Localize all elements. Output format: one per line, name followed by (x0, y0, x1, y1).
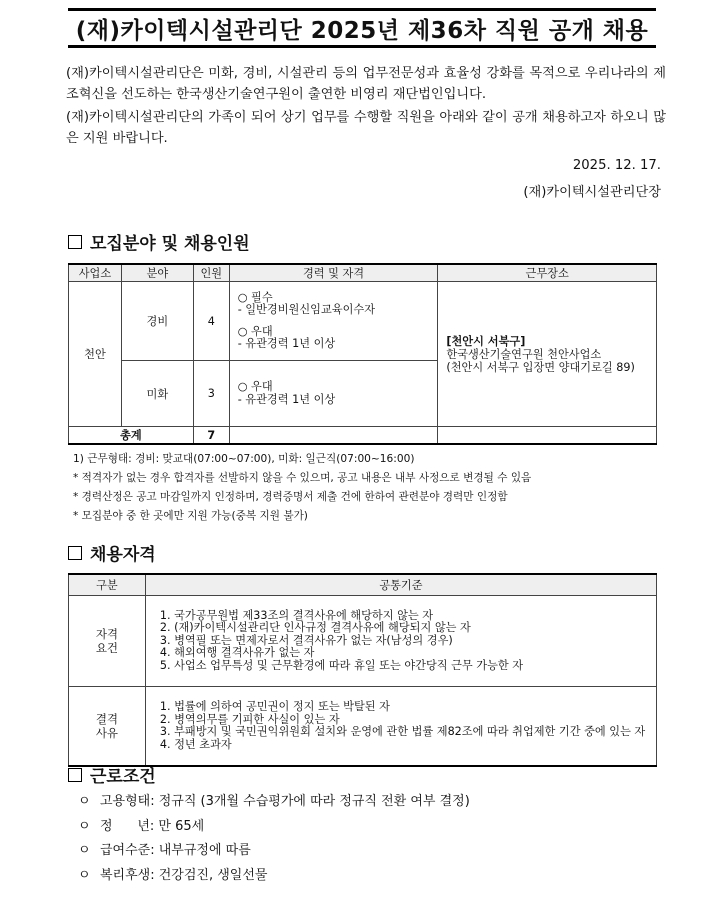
header-site: 사업소 (69, 264, 122, 282)
table-header-row (69, 264, 657, 282)
location-cell: [천안시 서북구] 한국생산기술연구원 천안사업소 (천안시 서북구 입장면 양대기로길 89) (438, 282, 657, 427)
total-row (69, 427, 657, 445)
square-icon (68, 768, 82, 782)
qualification-cell: ○ 필수 - 일반경비원신임교육이수자 ○ 우대 - 유관경력 1년 이상 (229, 282, 438, 361)
list-item: ㅇ 복리후생: 건강검진, 생일선물 (78, 867, 268, 883)
qualification-table (68, 573, 657, 767)
table-row (69, 687, 657, 767)
header-category: 구분 (69, 574, 146, 596)
square-icon (68, 546, 82, 560)
list-item: ㅇ 급여수준: 내부규정에 따름 (78, 843, 251, 858)
header-common-criteria: 공통기준 (145, 574, 656, 596)
category-cell: 자격 요건 (69, 596, 146, 687)
org-signature: (재)카이텍시설관리단장 (523, 185, 661, 200)
list-item: ㅇ 고용형태: 정규직 (3개월 수습평가에 따라 정규직 전환 여부 결정) (78, 794, 470, 809)
category-cell: 결격 사유 (69, 687, 146, 767)
intro-paragraph-1: (재)카이텍시설관리단은 미화, 경비, 시설관리 등의 업무전문성과 효율성 강화를 목적으로 우리나라의 제조혁신을 선도하는 한국생산기술연구원이 출연한 비영리 재단법인입니다. (66, 66, 666, 102)
working-conditions-list (78, 790, 470, 888)
total-count: 7 (193, 427, 229, 445)
table-row (69, 596, 657, 687)
square-icon (68, 235, 82, 249)
qualification-cell: ○ 우대 - 유관경력 1년 이상 (229, 361, 438, 427)
header-field: 분야 (121, 264, 193, 282)
total-label: 총계 (69, 427, 194, 445)
header-qualification: 경력 및 자격 (229, 264, 438, 282)
title-box (68, 8, 656, 48)
field-cell: 경비 (121, 282, 193, 361)
header-location: 근무장소 (438, 264, 657, 282)
section-working-conditions-heading: 근로조건 (68, 762, 156, 787)
table-row (69, 282, 657, 361)
announcement-date: 2025. 12. 17. (572, 158, 661, 173)
recruitment-table (68, 263, 657, 445)
recruitment-notes: 1) 근무형태: 경비: 맞교대(07:00~07:00), 미화: 일근직(07:00~16:00) * 적격자가 없는 경우 합격자를 선발하지 않을 수 있으며, 공고 내용은 내부 사정으로 변경될 수 있음 * 경력산정은 공고 마감일까지 인정하며, 경력증명서 제출 건에 한하여 관련분야 경력만 인정함 * 모집분야 중 한 곳에만 지원 가능(중복 지원 불가) (73, 453, 532, 522)
list-item: ㅇ 정 년: 만 65세 (78, 818, 205, 834)
field-cell: 미화 (121, 361, 193, 427)
intro-paragraph-2: (재)카이텍시설관리단의 가족이 되어 상기 업무를 수행할 직원을 아래와 같이 공개 채용하고자 하오니 많은 지원 바랍니다. (66, 110, 666, 146)
site-cell: 천안 (69, 282, 122, 427)
criteria-cell: 1. 법률에 의하여 공민권이 정지 또는 박탈된 자 2. 병역의무를 기피한 사실이 있는 자 3. 부패방지 및 국민권익위원회 설치와 운영에 관한 법률 제82조에 따라 취업제한 기간 중에 있는 자 4. 정년 초과자 (145, 687, 656, 767)
page-title: (재)카이텍시설관리단 2025년 제36차 직원 공개 채용 (75, 17, 649, 44)
table-header-row (69, 574, 657, 596)
count-cell: 3 (193, 361, 229, 427)
section-recruitment-heading: 모집분야 및 채용인원 (68, 229, 250, 254)
count-cell: 4 (193, 282, 229, 361)
section-qualification-heading: 채용자격 (68, 540, 156, 565)
criteria-cell: 1. 국가공무원법 제33조의 결격사유에 해당하지 않는 자 2. (재)카이텍시설관리단 인사규정 결격사유에 해당되지 않는 자 3. 병역필 또는 면제자로서 결격사유가 없는 자(남성의 경우) 4. 해외여행 결격사유가 없는 자 5. 사업소 업무특성 및 근무환경에 따라 휴일 또는 야간당직 근무 가능한 자 (145, 596, 656, 687)
header-count: 인원 (193, 264, 229, 282)
